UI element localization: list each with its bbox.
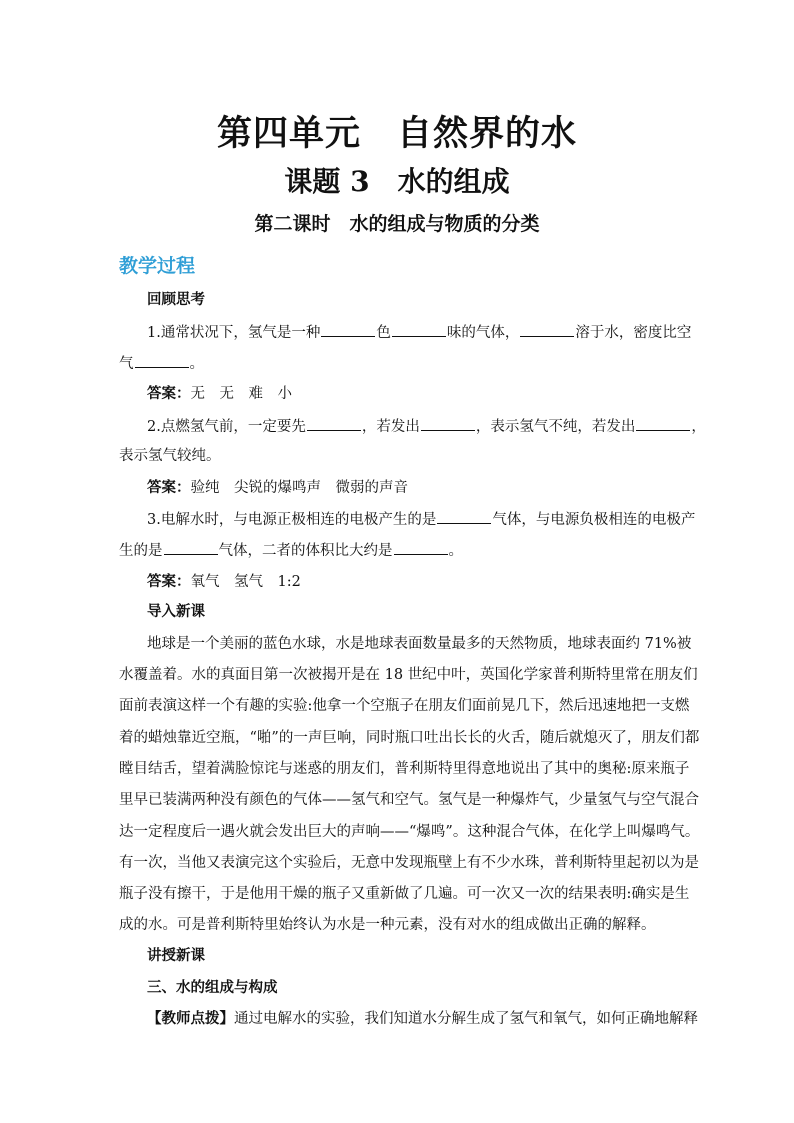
q3-text-e: 。 (448, 543, 463, 559)
q2-text-b: ，若发出 (361, 419, 420, 435)
question-2-line-2: 表示氢气较纯。 (119, 448, 221, 464)
lesson-title: 第二课时 水的组成与物质的分类 (254, 213, 540, 235)
answer-label: 答案： (147, 385, 191, 402)
q2-text-c: ，表示氢气不纯，若发出 (475, 419, 636, 435)
section-label: 教学过程 (119, 255, 196, 277)
intro-line: 着的蜡烛靠近空瓶，“啪”的一声巨响，同时瓶口吐出长长的火舌，随后就熄灭了，朋友们都 (119, 730, 700, 746)
answer-blank (437, 509, 491, 524)
question-1-line-1 (147, 322, 691, 343)
q1-text-c: 味的气体， (446, 325, 520, 341)
question-3-line-2 (119, 540, 463, 561)
q3-text-a: 3.电解水时，与电源正极相连的电极产生的是 (147, 512, 437, 528)
intro-line: 面前表演这样一个有趣的实验:他拿一个空瓶子在朋友们面前晃几下，然后迅速地把一支燃 (119, 698, 690, 714)
intro-line: 里早已装满两种没有颜色的气体——氢气和空气。氢气是一种爆炸气，少量氢气与空气混合 (119, 792, 699, 808)
teacher-tip-label: 【教师点拨】 (147, 1010, 234, 1027)
q2-text-a: 2.点燃氢气前，一定要先 (147, 419, 306, 435)
answer-blank (421, 416, 475, 431)
unit-title: 第四单元 自然界的水 (216, 113, 577, 154)
answer-blank (135, 353, 189, 368)
answer-2 (147, 478, 408, 498)
intro-line: 地球是一个美丽的蓝色水球，水是地球表面数量最多的天然物质，地球表面约 71%被 (147, 636, 692, 652)
answer-text: 氧气 氢气 1:2 (190, 574, 301, 590)
answer-label: 答案： (147, 479, 191, 496)
answer-1 (147, 384, 292, 404)
intro-line: 有一次，当他又表演完这个实验后，无意中发现瓶壁上有不少水珠，普利斯特里起初以为是 (119, 855, 699, 871)
q1-text-e: 气 (119, 356, 134, 372)
intro-line: 成的水。可是普利斯特里始终认为水是一种元素，没有对水的组成做出正确的解释。 (119, 917, 656, 933)
intro-line: 达一定程度后一遇火就会发出巨大的声响——“爆鸣”。这种混合气体，在化学上叫爆鸣气。 (119, 824, 700, 840)
answer-label: 答案： (147, 573, 191, 590)
teacher-tip (147, 1009, 698, 1029)
answer-blank (392, 322, 446, 337)
question-1-line-2 (119, 353, 204, 374)
new-lesson-subheading: 三、水的组成与构成 (147, 979, 278, 996)
intro-line: 水覆盖着。水的真面目第一次被揭开是在 18 世纪中叶，英国化学家普利斯特里常在朋友们 (119, 667, 698, 683)
q3-text-b: 气体，与电源负极相连的电极产 (492, 512, 696, 528)
intro-line: 瓶子没有擦干，于是他用干燥的瓶子又重新做了几遍。可一次又一次的结果表明:确实是生 (119, 886, 690, 902)
teacher-tip-text: 通过电解水的实验，我们知道水分解生成了氢气和氧气，如何正确地解释 (234, 1011, 698, 1027)
intro-line: 瞠目结舌，望着满脸惊诧与迷惑的朋友们，普利斯特里得意地说出了其中的奥秘:原来瓶子 (119, 761, 690, 777)
answer-blank (164, 540, 218, 555)
answer-text: 验纯 尖锐的爆鸣声 微弱的声音 (190, 480, 408, 496)
question-3-line-1 (147, 509, 695, 530)
answer-blank (307, 416, 361, 431)
q1-text-b: 色 (376, 325, 391, 341)
answer-blank (520, 322, 574, 337)
answer-text: 无 无 难 小 (190, 386, 292, 402)
q1-text-f: 。 (189, 356, 204, 372)
answer-blank (394, 540, 448, 555)
intro-heading: 导入新课 (147, 603, 205, 620)
q2-text-d: ， (691, 419, 706, 435)
q3-text-d: 气体，二者的体积比大约是 (218, 543, 393, 559)
answer-3 (147, 572, 301, 592)
answer-blank (636, 416, 690, 431)
q3-text-c: 生的是 (119, 543, 163, 559)
q1-text-d: 溶于水，密度比空 (575, 325, 692, 341)
q1-text-a: 1.通常状况下，氢气是一种 (147, 325, 321, 341)
review-heading: 回顾思考 (147, 291, 205, 308)
answer-blank (321, 322, 375, 337)
topic-title: 课题 3 水的组成 (284, 165, 510, 198)
question-2-line-1 (147, 416, 706, 437)
new-lesson-heading: 讲授新课 (147, 947, 205, 964)
